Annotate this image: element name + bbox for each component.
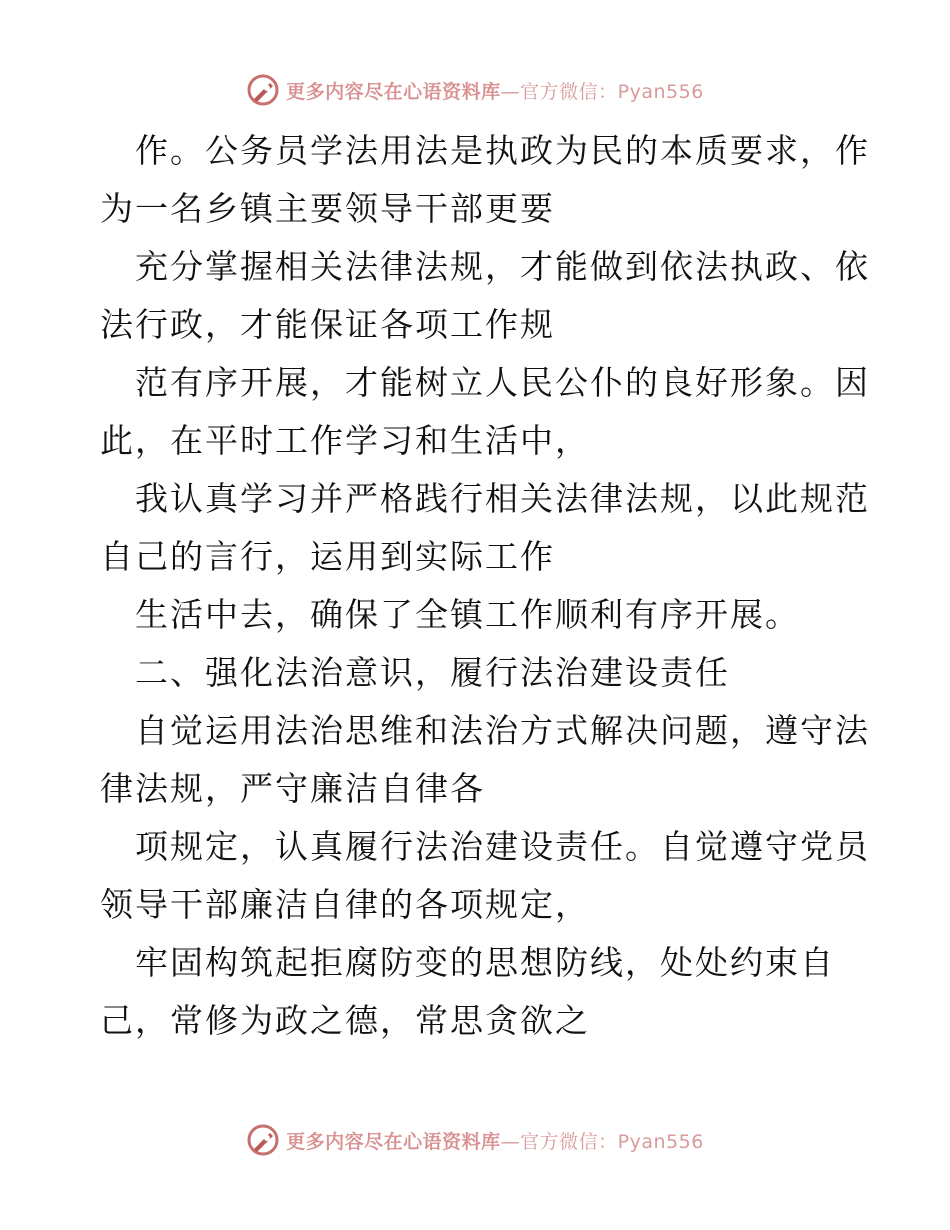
paragraph: 充分掌握相关法律法规，才能做到依法执政、依 法行政，才能保证各项工作规 xyxy=(100,247,870,344)
paragraph: 生活中去，确保了全镇工作顺利有序开展。 xyxy=(135,595,800,634)
header-watermark xyxy=(0,70,950,110)
paragraph: 自觉运用法治思维和法治方式解决问题，遵守法 律法规，严守廉洁自律各 xyxy=(100,711,870,808)
logo-icon xyxy=(246,73,280,107)
footer-watermark xyxy=(0,1120,950,1160)
logo-icon xyxy=(246,1123,280,1157)
paragraph: 牢固构筑起拒腐防变的思想防线，处处约束自 己，常修为政之德，常思贪欲之 xyxy=(100,943,835,1040)
paragraph: 范有序开展，才能树立人民公仆的良好形象。因 此，在平时工作学习和生活中， xyxy=(100,363,870,460)
watermark-text: 更多内容尽在心语资料库—官方微信：Pyan556 xyxy=(286,1130,704,1153)
paragraph: 项规定，认真履行法治建设责任。自觉遵守党员 领导干部廉洁自律的各项规定， xyxy=(100,827,870,924)
paragraph: 作。公务员学法用法是执政为民的本质要求，作 为一名乡镇主要领导干部更要 xyxy=(100,131,870,228)
watermark-text: 更多内容尽在心语资料库—官方微信：Pyan556 xyxy=(286,80,704,103)
paragraph: 我认真学习并严格践行相关法律法规，以此规范 自己的言行，运用到实际工作 xyxy=(100,479,870,576)
document-body xyxy=(100,122,870,1050)
section-heading: 二、强化法治意识，履行法治建设责任 xyxy=(135,653,730,692)
